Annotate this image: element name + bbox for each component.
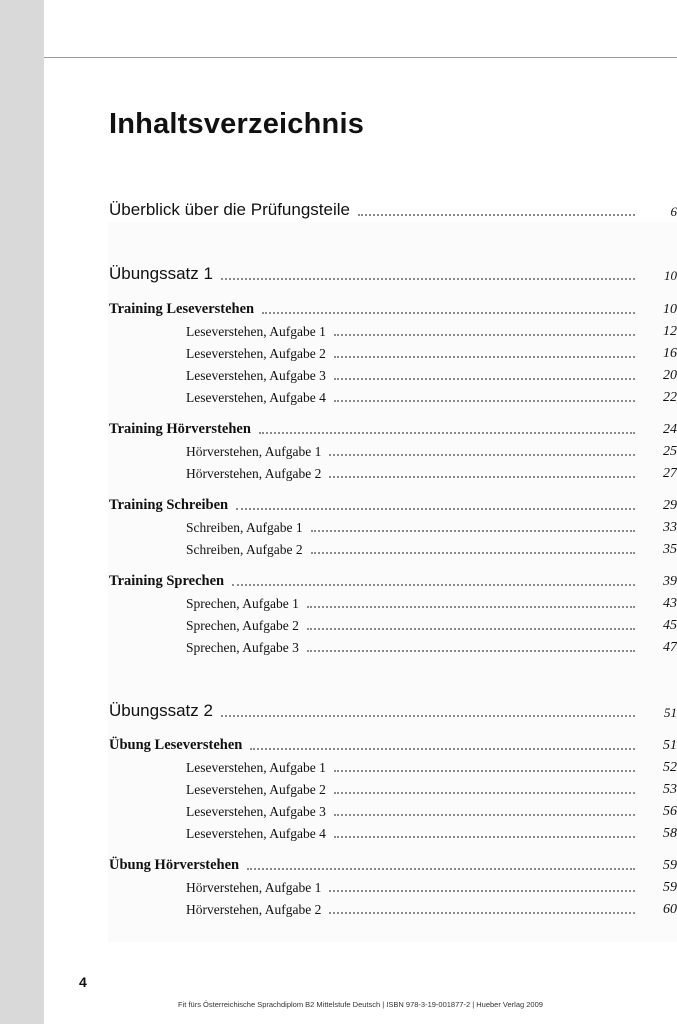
toc-page: 12	[663, 324, 677, 339]
toc-label: Hörverstehen, Aufgabe 1	[186, 880, 322, 895]
toc-label: Hörverstehen, Aufgabe 1	[186, 444, 322, 459]
dot-leader	[334, 400, 635, 402]
dot-leader	[250, 748, 635, 750]
side-strip	[0, 0, 44, 1024]
dot-leader	[334, 770, 635, 772]
toc-label: Training Hörverstehen	[109, 421, 251, 437]
page-title: Inhaltsverzeichnis	[109, 108, 365, 140]
toc-page: 58	[663, 826, 677, 841]
toc-label: Leseverstehen, Aufgabe 3	[186, 804, 326, 819]
toc-entry[interactable]	[109, 756, 677, 776]
toc-entry[interactable]	[109, 636, 677, 656]
dot-leader	[329, 890, 635, 892]
toc-label: Training Schreiben	[109, 497, 229, 513]
toc-entry[interactable]	[109, 800, 677, 820]
toc-label: Sprechen, Aufgabe 2	[186, 618, 299, 633]
toc-entry[interactable]	[109, 822, 677, 842]
toc-entry[interactable]	[109, 364, 677, 384]
dot-leader	[334, 334, 635, 336]
toc-subsection[interactable]	[109, 570, 677, 590]
toc-section-uebungssatz-2[interactable]	[109, 701, 677, 721]
toc-label: Übung Leseverstehen	[109, 737, 243, 753]
dot-leader	[358, 214, 635, 216]
toc-entry[interactable]	[109, 386, 677, 406]
dot-leader	[334, 356, 635, 358]
toc-page: 24	[663, 422, 677, 437]
dot-leader	[329, 912, 635, 914]
toc-label: Überblick über die Prüfungsteile	[109, 200, 350, 219]
toc-page: 56	[663, 804, 677, 819]
page-number: 4	[79, 974, 87, 990]
toc-label: Sprechen, Aufgabe 3	[186, 640, 299, 655]
dot-leader	[236, 508, 635, 510]
toc-entry[interactable]	[109, 778, 677, 798]
dot-leader	[311, 552, 635, 554]
toc-page: 51	[664, 705, 677, 720]
toc-entry[interactable]	[109, 462, 677, 482]
top-rule	[44, 57, 677, 58]
toc-label: Schreiben, Aufgabe 2	[186, 542, 303, 557]
toc-subsection[interactable]	[109, 418, 677, 438]
toc-page: 59	[663, 880, 677, 895]
toc-page: 35	[663, 542, 677, 557]
dot-leader	[334, 836, 635, 838]
toc-label: Training Leseverstehen	[109, 301, 255, 317]
toc-page: 20	[663, 368, 677, 383]
dot-leader	[334, 814, 635, 816]
dot-leader	[334, 378, 635, 380]
toc-label: Training Sprechen	[109, 573, 225, 589]
toc-page: 27	[663, 466, 677, 481]
toc-page: 6	[670, 204, 677, 219]
dot-leader	[307, 628, 635, 630]
toc-page: 22	[663, 390, 677, 405]
dot-leader	[247, 868, 635, 870]
toc-page: 60	[663, 902, 677, 917]
toc-label: Hörverstehen, Aufgabe 2	[186, 466, 322, 481]
toc-entry[interactable]	[109, 876, 677, 896]
toc-page: 51	[663, 738, 677, 753]
toc-page: 16	[663, 346, 677, 361]
dot-leader	[329, 476, 635, 478]
toc-page: 53	[663, 782, 677, 797]
toc-label: Leseverstehen, Aufgabe 2	[186, 782, 326, 797]
toc-page: 52	[663, 760, 677, 775]
toc-label: Sprechen, Aufgabe 1	[186, 596, 299, 611]
dot-leader	[259, 432, 635, 434]
toc-page: 47	[663, 640, 677, 655]
toc-section-uebungssatz-1[interactable]	[109, 264, 677, 284]
toc-page: 39	[663, 574, 677, 589]
footer-citation: Fit fürs Österreichische Sprachdiplom B2 Mittelstufe Deutsch | ISBN 978-3-19-001877-2 | Hueber Verlag 2009	[178, 1000, 543, 1009]
toc-label: Leseverstehen, Aufgabe 3	[186, 368, 326, 383]
toc-entry[interactable]	[109, 898, 677, 918]
toc-subsection[interactable]	[109, 298, 677, 318]
toc-entry[interactable]	[109, 592, 677, 612]
toc-label: Hörverstehen, Aufgabe 2	[186, 902, 322, 917]
toc-label: Leseverstehen, Aufgabe 4	[186, 390, 326, 405]
toc-entry[interactable]	[109, 614, 677, 634]
toc-section-overview[interactable]	[109, 200, 677, 220]
toc-page: 43	[663, 596, 677, 611]
dot-leader	[334, 792, 635, 794]
toc-entry[interactable]	[109, 320, 677, 340]
dot-leader	[311, 530, 635, 532]
toc-label: Schreiben, Aufgabe 1	[186, 520, 303, 535]
toc-entry[interactable]	[109, 342, 677, 362]
dot-leader	[262, 312, 635, 314]
toc-page: 33	[663, 520, 677, 535]
toc-label: Übung Hörverstehen	[109, 857, 240, 873]
toc-subsection[interactable]	[109, 734, 677, 754]
toc-page: 10	[663, 302, 677, 317]
toc-label: Leseverstehen, Aufgabe 1	[186, 324, 326, 339]
toc-page: 29	[663, 498, 677, 513]
toc-label: Leseverstehen, Aufgabe 1	[186, 760, 326, 775]
toc-subsection[interactable]	[109, 854, 677, 874]
dot-leader	[232, 584, 635, 586]
toc-page: 59	[663, 858, 677, 873]
dot-leader	[307, 650, 635, 652]
toc-entry[interactable]	[109, 516, 677, 536]
toc-subsection[interactable]	[109, 494, 677, 514]
toc-label: Übungssatz 1	[109, 264, 213, 283]
dot-leader	[221, 278, 635, 280]
toc-page: 25	[663, 444, 677, 459]
dot-leader	[221, 715, 635, 717]
toc-label: Übungssatz 2	[109, 701, 213, 720]
toc-entry[interactable]	[109, 440, 677, 460]
dot-leader	[329, 454, 635, 456]
toc-entry[interactable]	[109, 538, 677, 558]
dot-leader	[307, 606, 635, 608]
toc-page: 45	[663, 618, 677, 633]
toc-page: 10	[664, 268, 677, 283]
toc-label: Leseverstehen, Aufgabe 4	[186, 826, 326, 841]
toc-label: Leseverstehen, Aufgabe 2	[186, 346, 326, 361]
